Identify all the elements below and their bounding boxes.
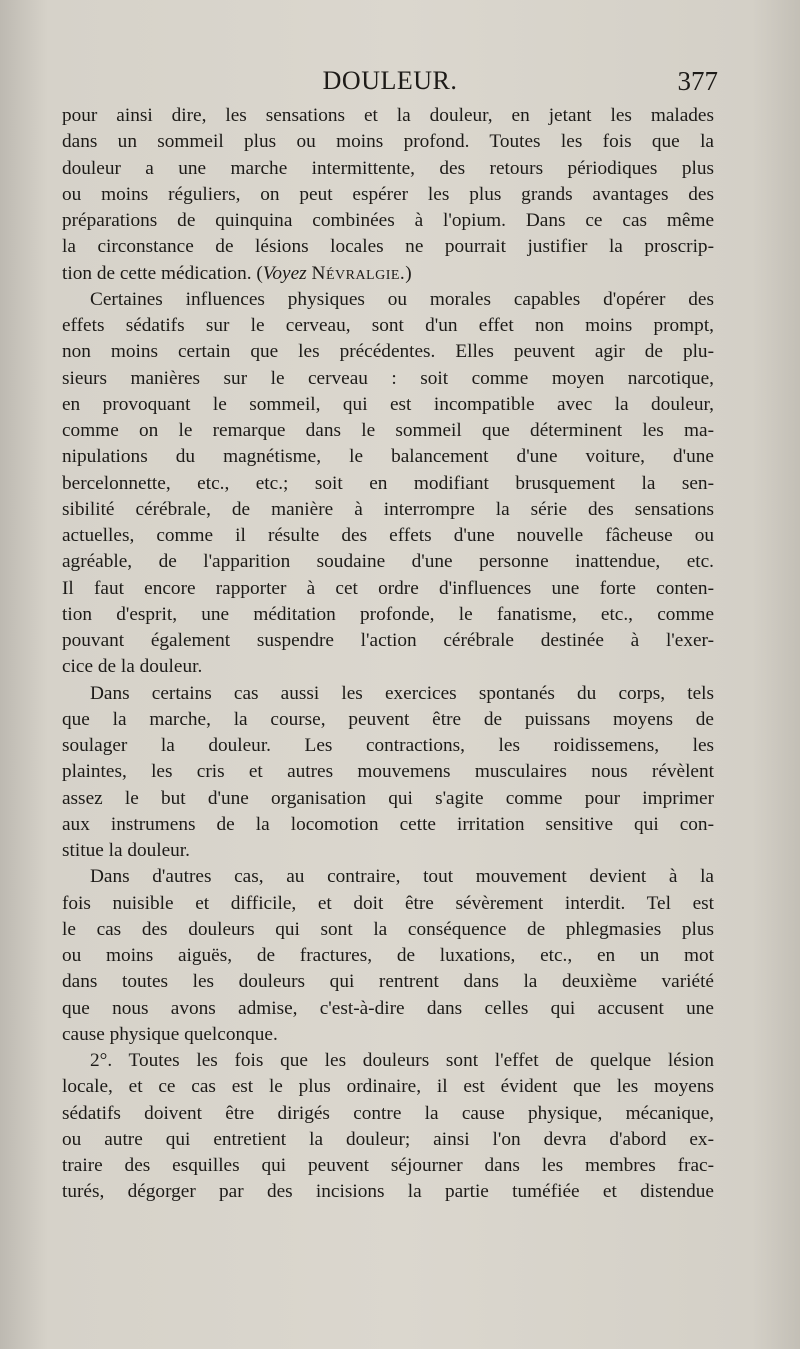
text-fragment: tion de cette médication. ( <box>62 262 263 284</box>
text-line: sieurs manières sur le cerveau : soit comme moyen narcotique, <box>62 367 714 389</box>
text-line: locale, et ce cas est le plus ordinaire, il est évident que les moyens <box>62 1076 714 1098</box>
text-line: nipulations du magnétisme, le balancement d'une voiture, d'une <box>62 446 714 468</box>
text-line: cice de la douleur. <box>62 656 203 678</box>
text-line: préparations de quinquina combinées à l'opium. Dans ce cas même <box>62 210 714 231</box>
text-line: comme on le remarque dans le sommeil que déterminent les ma- <box>62 420 714 441</box>
page-body-text <box>62 103 714 1206</box>
text-line: tion d'esprit, une méditation profonde, le fanatisme, etc., comme <box>62 603 714 625</box>
text-line: douleur a une marche intermittente, des retours périodiques plus <box>62 157 714 179</box>
text-line: fois nuisible et difficile, et doit être sévèrement interdit. Tel est <box>62 892 714 914</box>
text-line: que nous avons admise, c'est-à-dire dans celles qui accusent une <box>62 997 714 1019</box>
text-line: plaintes, les cris et autres mouvemens musculaires nous révèlent <box>62 761 714 783</box>
text-line: Certaines influences physiques ou morales capables d'opérer des <box>90 288 714 310</box>
text-line: pour ainsi dire, les sensations et la douleur, en jetant les malades <box>62 105 714 126</box>
text-line: pouvant également suspendre l'action cérébrale destinée à l'exer- <box>62 630 714 651</box>
text-line: sédatifs doivent être dirigés contre la cause physique, mécanique, <box>62 1102 714 1124</box>
text-line: Dans d'autres cas, au contraire, tout mouvement devient à la <box>90 866 714 888</box>
text-line: Il faut encore rapporter à cet ordre d'influences une forte conten- <box>62 577 714 599</box>
text-line: assez le but d'une organisation qui s'agite comme pour imprimer <box>62 787 714 809</box>
page-number: 377 <box>677 66 718 96</box>
text-line: actuelles, comme il résulte des effets d'une nouvelle fâcheuse ou <box>62 525 714 546</box>
cross-reference-nevralgie: Névralgie. <box>311 262 406 284</box>
text-fragment: ) <box>405 262 412 284</box>
text-line: bercelonnette, etc., etc.; soit en modifiant brusquement la sen- <box>62 472 714 494</box>
page-header <box>62 66 718 106</box>
text-line: turés, dégorger par des incisions la partie tuméfiée et distendue <box>62 1181 714 1203</box>
text-line: aux instrumens de la locomotion cette irritation sensitive qui con- <box>62 813 714 835</box>
text-line: en provoquant le sommeil, qui est incompatible avec la douleur, <box>62 393 714 415</box>
text-line: effets sédatifs sur le cerveau, sont d'un effet non moins prompt, <box>62 315 714 336</box>
text-line: ou moins réguliers, on peut espérer les plus grands avantages des <box>62 183 714 205</box>
text-line: non moins certain que les précédentes. Elles peuvent agir de plu- <box>62 341 714 363</box>
text-line: traire des esquilles qui peuvent séjourner dans les membres frac- <box>62 1155 714 1176</box>
text-line: stitue la douleur. <box>62 840 190 861</box>
text-line: agréable, de l'apparition soudaine d'une personne inattendue, etc. <box>62 551 714 573</box>
running-title: DOULEUR. <box>322 66 458 95</box>
text-line-with-reference <box>62 261 714 287</box>
text-line: ou moins aiguës, de fractures, de luxations, etc., en un mot <box>62 945 714 966</box>
cross-reference-voyez: Voyez <box>262 262 307 284</box>
text-line: la circonstance de lésions locales ne pourrait justifier la proscrip- <box>62 236 714 258</box>
text-line: sibilité cérébrale, de manière à interrompre la série des sensations <box>62 498 714 520</box>
text-line: 2°. Toutes les fois que les douleurs sont l'effet de quelque lésion <box>90 1050 714 1071</box>
text-line: que la marche, la course, peuvent être de puissans moyens de <box>62 708 714 730</box>
text-line: dans un sommeil plus ou moins profond. Toutes les fois que la <box>62 131 714 153</box>
text-line: le cas des douleurs qui sont la conséquence de phlegmasies plus <box>62 918 714 940</box>
text-line: dans toutes les douleurs qui rentrent dans la deuxième variété <box>62 971 714 993</box>
text-line: cause physique quelconque. <box>62 1023 278 1045</box>
text-line: soulager la douleur. Les contractions, les roidissemens, les <box>62 735 714 756</box>
text-line: Dans certains cas aussi les exercices spontanés du corps, tels <box>90 682 714 704</box>
text-line: ou autre qui entretient la douleur; ainsi l'on devra d'abord ex- <box>62 1128 714 1150</box>
